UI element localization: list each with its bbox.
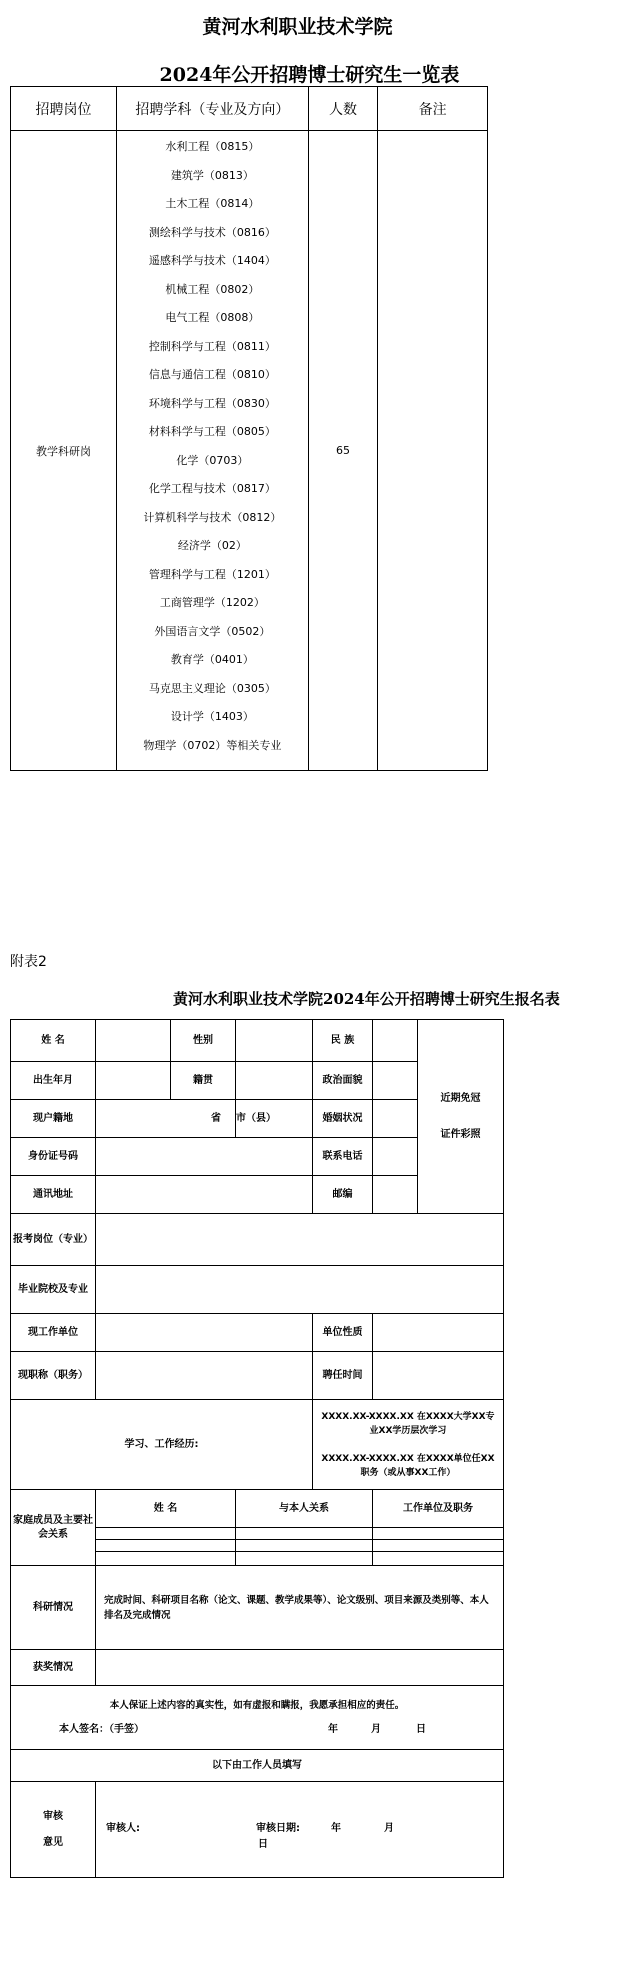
attachment-label: 附表2 (10, 954, 47, 970)
awards-label: 获奖情况 (11, 1650, 96, 1686)
name-label: 姓 名 (11, 1020, 96, 1062)
subject-item: 计算机科学与技术（0812） (143, 510, 282, 524)
header-discipline: 招聘学科（专业及方向） (117, 87, 309, 131)
review-month: 月 (384, 1823, 394, 1834)
subject-item: 外国语言文学（0502） (154, 624, 271, 638)
subject-item: 材料科学与工程（0805） (148, 425, 276, 438)
resume-line-2: XXXX.XX-XXXX.XX 在XXXX单位任XX职务（或从事XX工作） (321, 1453, 495, 1478)
subject-item: 土木工程（0814） (165, 197, 260, 210)
family-relation-3[interactable] (236, 1552, 373, 1566)
subject-list (117, 131, 308, 770)
hukou-label: 现户籍地 (11, 1100, 96, 1138)
city-field[interactable] (236, 1100, 313, 1138)
resume-label: 学习、工作经历: (11, 1400, 313, 1490)
school-field[interactable] (96, 1266, 504, 1314)
appoint-time-field[interactable] (373, 1352, 504, 1400)
form-title: 黄河水利职业技术学院2024年公开招聘博士研究生报名表 (173, 990, 560, 1008)
phone-field[interactable] (373, 1138, 418, 1176)
title-duty-label: 现职称（职务） (11, 1352, 96, 1400)
subject-item: 教育学（0401） (170, 653, 254, 666)
resume-line-1: XXXX.XX-XXXX.XX 在XXXX大学XX专业XX学历层次学习 (321, 1411, 495, 1436)
ethnicity-label: 民 族 (313, 1020, 373, 1062)
id-number-label: 身份证号码 (11, 1138, 96, 1176)
pledge-text: 本人保证上述内容的真实性，如有虚报和瞒报，我愿承担相应的责任。 (109, 1699, 405, 1711)
review-day: 日 (258, 1839, 268, 1850)
family-work-2[interactable] (373, 1540, 504, 1552)
header-remark: 备注 (378, 87, 488, 131)
phone-label: 联系电话 (313, 1138, 373, 1176)
review-date-label: 审核日期: (256, 1823, 300, 1834)
family-work-1[interactable] (373, 1528, 504, 1540)
subject-item: 控制科学与工程（0811） (148, 339, 276, 353)
native-place-field[interactable] (236, 1062, 313, 1100)
marital-field[interactable] (373, 1100, 418, 1138)
subject-item: 遥感科学与技术（1404） (148, 254, 276, 267)
ethnicity-field[interactable] (373, 1020, 418, 1062)
gender-field[interactable] (236, 1020, 313, 1062)
subject-item: 物理学（0702）等相关专业 (143, 738, 282, 752)
count-cell: 65 (308, 131, 377, 771)
province-text: 省 (211, 1112, 221, 1124)
document-title: 黄河水利职业技术学院 (202, 16, 393, 38)
remark-cell (378, 131, 488, 771)
review-label (11, 1782, 96, 1878)
apply-post-label: 报考岗位（专业） (11, 1214, 96, 1266)
subject-item: 化学工程与技术（0817） (148, 482, 276, 495)
family-header-name: 姓 名 (96, 1490, 236, 1528)
birth-field[interactable] (96, 1062, 171, 1100)
pledge-cell (11, 1686, 504, 1750)
research-hint: 完成时间、科研项目名称（论文、课题、教学成果等）、论文级别、项目来源及类别等、本人排名及完成情况 (104, 1594, 489, 1621)
family-name-1[interactable] (96, 1528, 236, 1540)
header-position: 招聘岗位 (11, 87, 117, 131)
postcode-label: 邮编 (313, 1176, 373, 1214)
sign-year: 年 (328, 1723, 338, 1735)
table-title: 2024年公开招聘博士研究生一览表 (159, 64, 460, 86)
birth-label: 出生年月 (11, 1062, 96, 1100)
name-field[interactable] (96, 1020, 171, 1062)
family-relation-2[interactable] (236, 1540, 373, 1552)
review-label-1: 审核 (43, 1810, 63, 1822)
family-work-3[interactable] (373, 1552, 504, 1566)
subjects-cell (117, 131, 309, 771)
review-field[interactable] (96, 1782, 504, 1878)
signature-label: 本人签名：（手签） (59, 1723, 144, 1735)
subject-item: 水利工程（0815） (165, 140, 260, 153)
family-header-relation: 与本人关系 (236, 1490, 373, 1528)
subject-item: 信息与通信工程（0810） (148, 368, 276, 381)
family-relation-1[interactable] (236, 1528, 373, 1540)
school-label: 毕业院校及专业 (11, 1266, 96, 1314)
unit-nature-label: 单位性质 (313, 1314, 373, 1352)
postcode-field[interactable] (373, 1176, 418, 1214)
family-name-2[interactable] (96, 1540, 236, 1552)
appoint-time-label: 聘任时间 (313, 1352, 373, 1400)
sign-day: 日 (416, 1723, 426, 1735)
family-header-work: 工作单位及职务 (373, 1490, 504, 1528)
gender-label: 性别 (171, 1020, 236, 1062)
sign-month: 月 (371, 1723, 381, 1735)
native-place-label: 籍贯 (171, 1062, 236, 1100)
resume-field[interactable] (313, 1400, 504, 1490)
header-count: 人数 (308, 87, 377, 131)
review-label-2: 意见 (43, 1836, 63, 1848)
research-label: 科研情况 (11, 1566, 96, 1650)
marital-label: 婚姻状况 (313, 1100, 373, 1138)
unit-nature-field[interactable] (373, 1314, 504, 1352)
reviewer-label: 审核人: (106, 1823, 140, 1834)
subject-item: 化学（0703） (176, 453, 249, 467)
subject-item: 建筑学（0813） (170, 168, 254, 182)
city-text: 市（县） (236, 1112, 276, 1124)
province-field[interactable] (96, 1100, 236, 1138)
awards-field[interactable] (96, 1650, 504, 1686)
employer-field[interactable] (96, 1314, 313, 1352)
subject-item: 管理科学与工程（1201） (148, 567, 276, 581)
subject-item: 电气工程（0808） (165, 311, 260, 324)
staff-only-cell: 以下由工作人员填写 (11, 1750, 504, 1782)
photo-box[interactable] (418, 1020, 504, 1214)
application-form (10, 1019, 504, 1878)
family-name-3[interactable] (96, 1552, 236, 1566)
political-label: 政治面貌 (313, 1062, 373, 1100)
subject-item: 工商管理学（1202） (159, 596, 265, 609)
photo-text-2: 证件彩照 (440, 1128, 481, 1140)
subject-item: 机械工程（0802） (165, 282, 260, 296)
review-year: 年 (331, 1823, 341, 1834)
subject-item: 马克思主义理论（0305） (148, 681, 276, 695)
title-duty-field[interactable] (96, 1352, 313, 1400)
subject-item: 经济学（02） (177, 539, 247, 552)
address-label: 通讯地址 (11, 1176, 96, 1214)
address-field[interactable] (96, 1176, 313, 1214)
political-field[interactable] (373, 1062, 418, 1100)
research-field[interactable] (96, 1566, 504, 1650)
recruitment-table (10, 86, 488, 771)
subject-item: 设计学（1403） (170, 710, 254, 723)
subject-item: 环境科学与工程（0830） (148, 396, 276, 410)
apply-post-field[interactable] (96, 1214, 504, 1266)
position-cell: 教学科研岗 (11, 131, 117, 771)
id-number-field[interactable] (96, 1138, 313, 1176)
subject-item: 测绘科学与技术（0816） (148, 225, 276, 239)
employer-label: 现工作单位 (11, 1314, 96, 1352)
family-label: 家庭成员及主要社会关系 (11, 1490, 96, 1566)
photo-text-1: 近期免冠 (440, 1092, 481, 1104)
